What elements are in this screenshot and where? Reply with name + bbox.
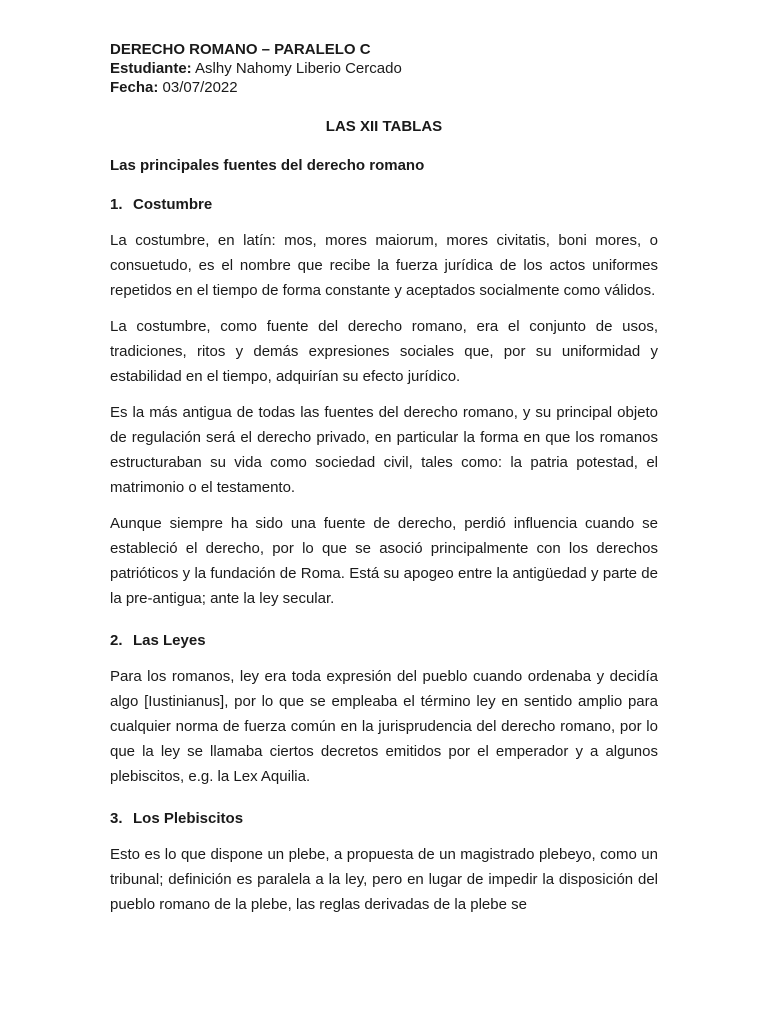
student-name: Aslhy Nahomy Liberio Cercado [195, 60, 402, 77]
document-body [110, 40, 658, 917]
paragraph: Aunque siempre ha sido una fuente de derecho, perdió influencia cuando se estableció el derecho, por lo que se asoció principalmente con los derechos patrióticos y la fundación de Roma. Está su apogeo entre la antigüedad y parte de la pre-antigua; ante la ley secular. [110, 515, 658, 607]
section-heading-leyes [110, 631, 658, 650]
course-line: DERECHO ROMANO – PARALELO C [110, 41, 371, 58]
paragraph: La costumbre, como fuente del derecho romano, era el conjunto de usos, tradiciones, ritos y demás expresiones sociales que, por su uniformidad y estabilidad en el tiempo, adquirían su efecto jurídico. [110, 318, 658, 385]
section-heading-costumbre [110, 195, 658, 214]
paragraph: La costumbre, en latín: mos, mores maiorum, mores civitatis, boni mores, o consuetudo, es el nombre que recibe la fuerza jurídica de los actos uniformes repetidos en el tiempo de forma constante y aceptados socialmente como válidos. [110, 232, 658, 299]
student-line [110, 59, 658, 78]
paragraph: Para los romanos, ley era toda expresión del pueblo cuando ordenaba y decidía algo [Iustinianus], por lo que se empleaba el término ley en sentido amplio para cualquier norma de fuerza común en la jurisprudencia del derecho romano, por lo que la ley se llamaba ciertos decretos emitidos por el emperador y a algunos plebiscitos, e.g. la Lex Aquilia. [110, 668, 658, 785]
paragraph: Esto es lo que dispone un plebe, a propuesta de un magistrado plebeyo, como un tribunal; definición es paralela a la ley, pero en lugar de impedir la disposición del pueblo romano de la plebe, las reglas derivadas de la plebe se [110, 846, 658, 913]
section-number: 1. [110, 196, 123, 213]
section-title: Los Plebiscitos [133, 810, 244, 827]
section-number: 2. [110, 632, 123, 649]
section-number: 3. [110, 810, 123, 827]
document-subtitle: Las principales fuentes del derecho romano [110, 157, 425, 174]
date-label: Fecha: [110, 79, 159, 96]
section-heading-plebiscitos [110, 809, 658, 828]
date-value: 03/07/2022 [162, 79, 238, 96]
document-title: LAS XII TABLAS [325, 118, 443, 135]
section-title: Las Leyes [133, 632, 206, 649]
section-title: Costumbre [133, 196, 213, 213]
date-line [110, 78, 658, 97]
paragraph: Es la más antigua de todas las fuentes del derecho romano, y su principal objeto de regulación será el derecho privado, en particular la forma en que los romanos estructuraban su vida como sociedad civil, tales como: la patria potestad, el matrimonio o el testamento. [110, 404, 658, 496]
student-label: Estudiante: [110, 60, 192, 77]
